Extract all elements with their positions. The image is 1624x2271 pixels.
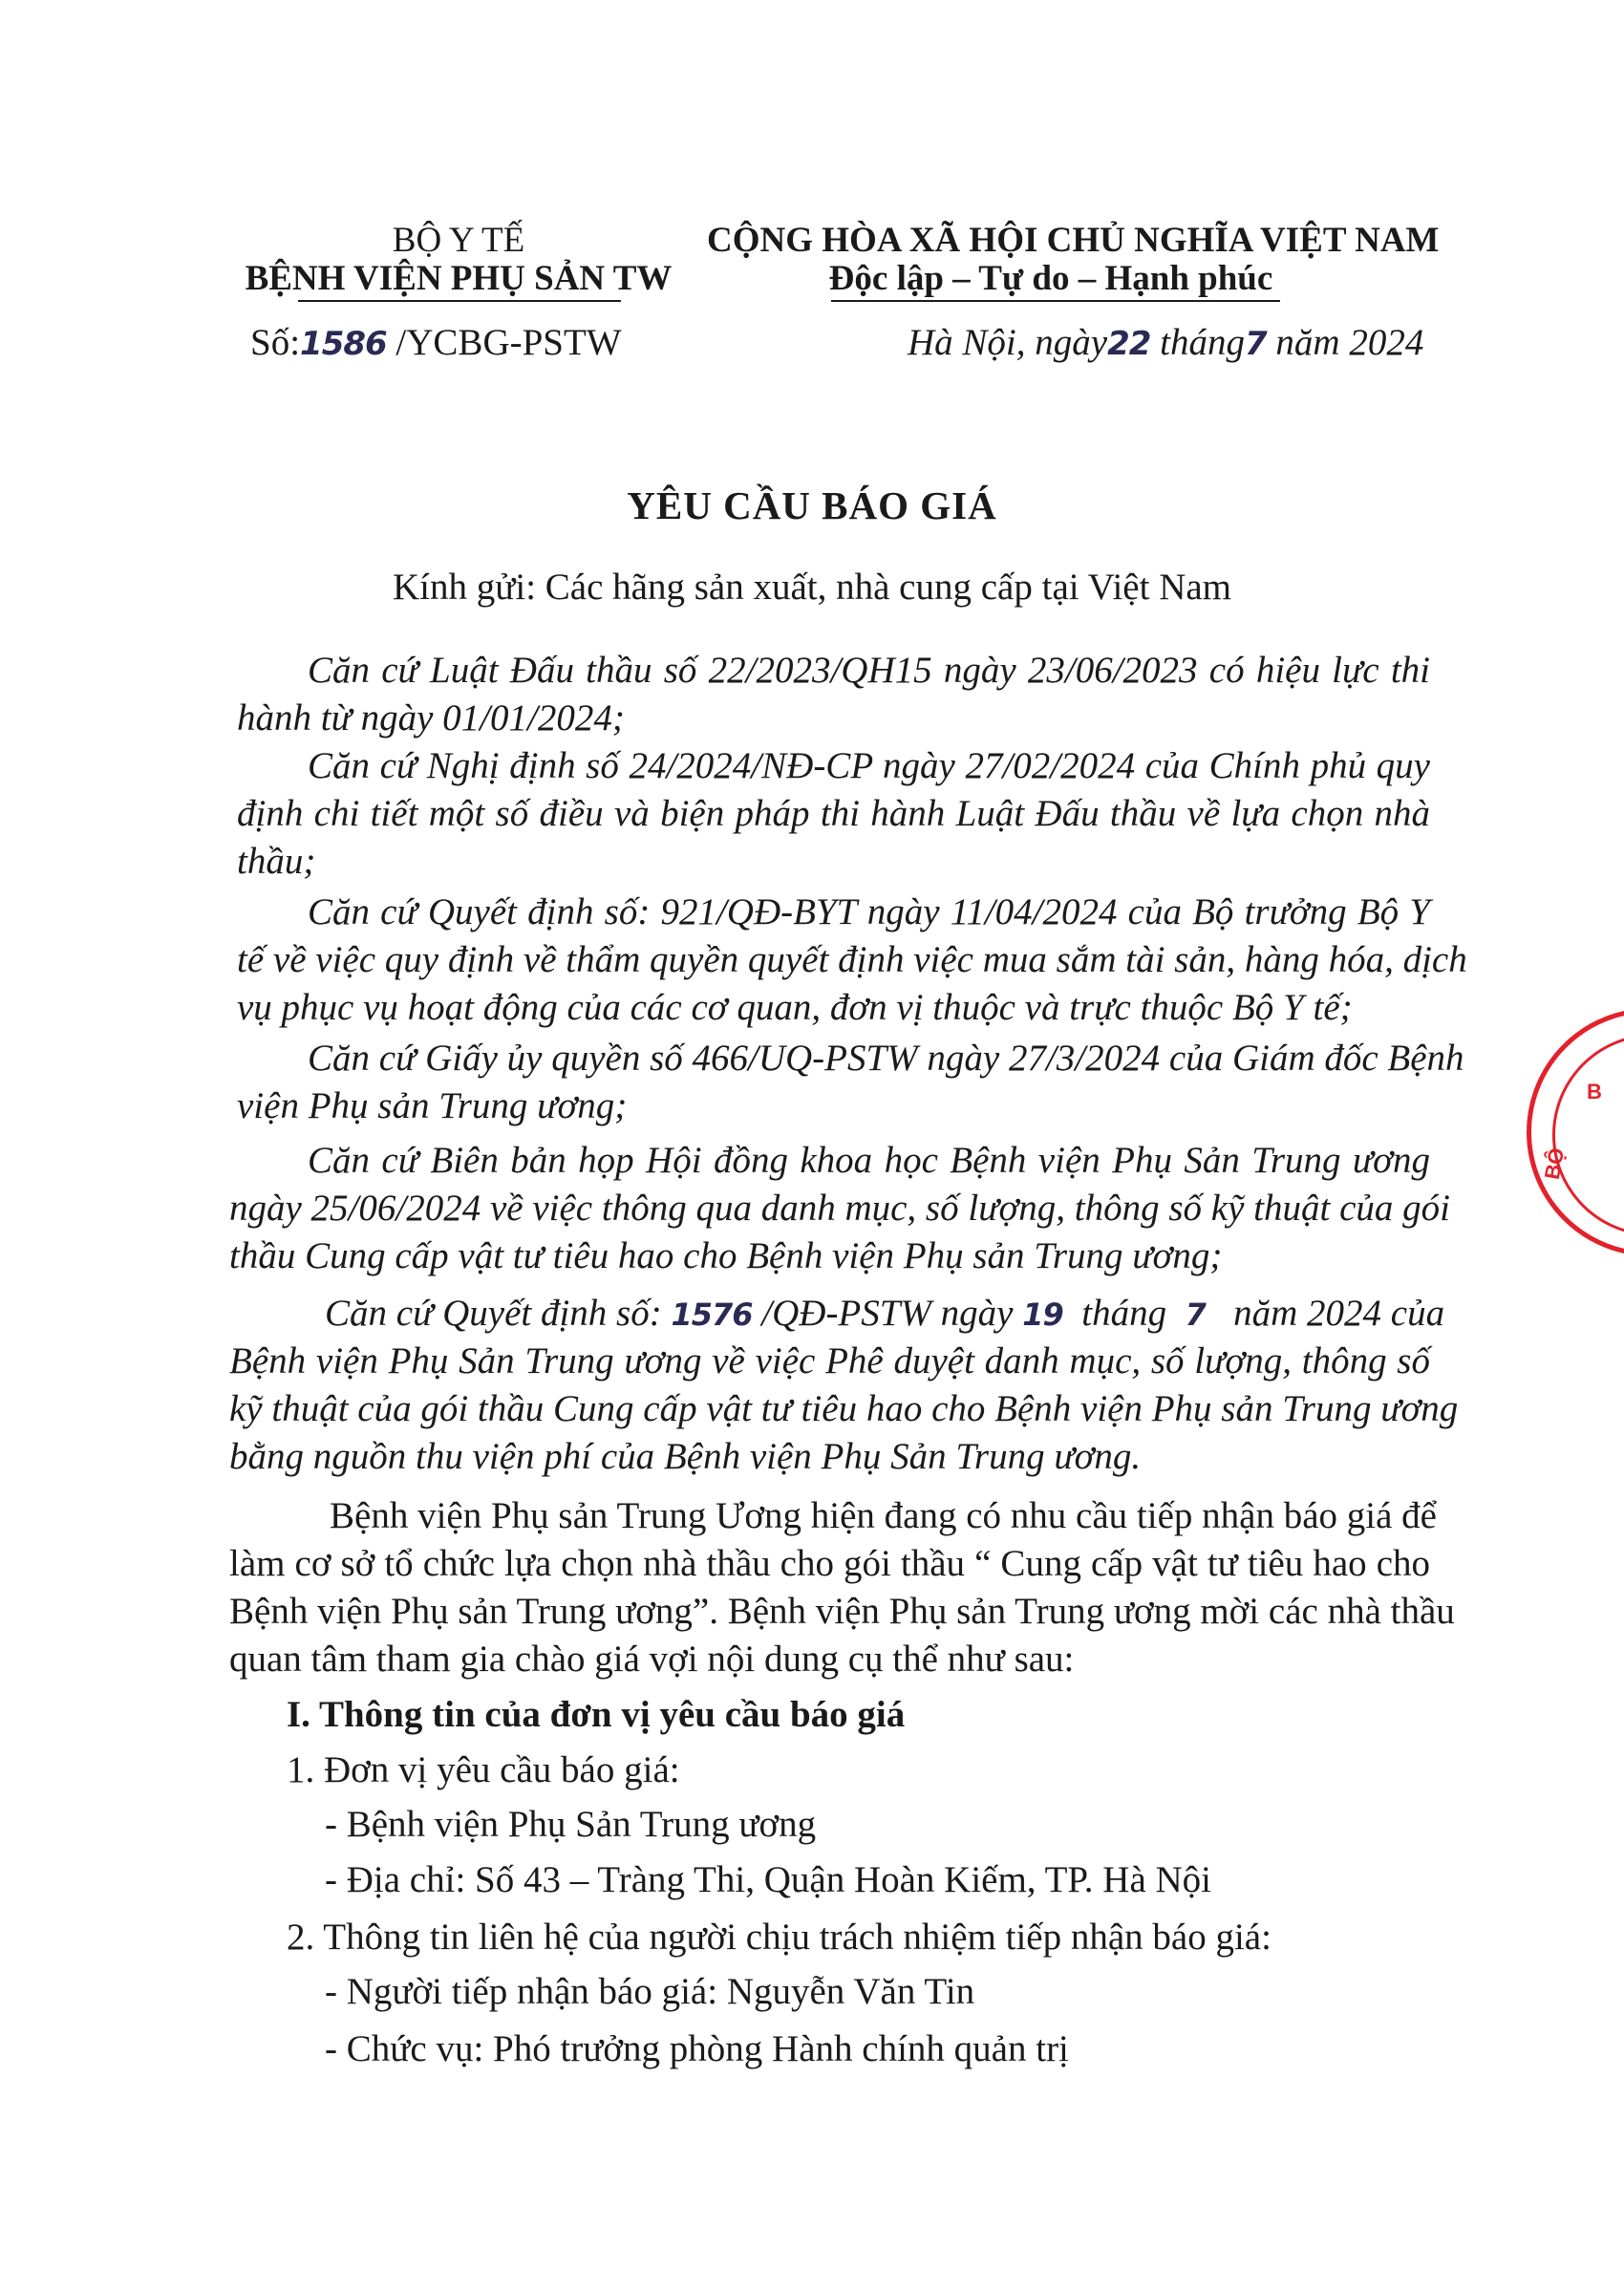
section-1-item-1: 1. Đơn vị yêu cầu báo giá: — [287, 1749, 680, 1790]
legal-basis-2-line-2: định chi tiết một số điều và biện pháp thi hành Luật Đấu thầu về lựa chọn nhà — [237, 793, 1430, 834]
document-number: Số:1586 /YCBG-PSTW — [250, 322, 622, 363]
decision-day-handwritten: 19 — [1022, 1296, 1063, 1333]
document-date: Hà Nội, ngày22 tháng7 năm 2024 — [908, 322, 1424, 363]
date-month-handwritten: 7 — [1245, 325, 1267, 363]
stamp-letter-left: BỘ — [1539, 1146, 1570, 1182]
motto-underline — [831, 300, 1280, 302]
decision-month-handwritten: 7 — [1185, 1296, 1206, 1333]
intro-line-4: quan tâm tham gia chào giá vợi nội dung cụ thể như sau: — [229, 1639, 1075, 1680]
legal-basis-3-line-1: Căn cứ Quyết định số: 921/QĐ-BYT ngày 11/04/2024 của Bộ trưởng Bộ Y — [308, 891, 1430, 932]
legal-basis-4-line-2: viện Phụ sản Trung ương; — [237, 1085, 628, 1126]
decision-number-handwritten: 1576 — [671, 1296, 753, 1333]
decision-line-2: Bệnh viện Phụ Sản Trung ương về việc Phê duyệt danh mục, số lượng, thông số — [229, 1340, 1430, 1382]
decision-line-4: bằng nguồn thu viện phí của Bệnh viện Phụ Sản Trung ương. — [229, 1436, 1142, 1477]
legal-basis-1-line-2: hành từ ngày 01/01/2024; — [237, 697, 625, 739]
section-1-item-1-hospital: - Bệnh viện Phụ Sản Trung ương — [325, 1804, 817, 1845]
stamp-letter-top: B — [1587, 1080, 1602, 1103]
section-1-item-2-receiver: - Người tiếp nhận báo giá: Nguyễn Văn Tin — [325, 1971, 975, 2012]
legal-basis-3-line-3: vụ phục vụ hoạt động của các cơ quan, đơn vị thuộc và trực thuộc Bộ Y tế; — [237, 987, 1353, 1028]
document-title: YÊU CẦU BÁO GIÁ — [627, 483, 997, 527]
ministry-name: BỘ Y TẾ — [392, 221, 525, 260]
legal-basis-4-line-1: Căn cứ Giấy ủy quyền số 466/UQ-PSTW ngày 27/3/2024 của Giám đốc Bệnh — [308, 1038, 1464, 1079]
national-motto: Độc lập – Tự do – Hạnh phúc — [828, 259, 1273, 298]
legal-basis-2-line-3: thầu; — [237, 841, 316, 882]
red-seal-inner-ring — [1552, 1034, 1624, 1236]
date-day-handwritten: 22 — [1107, 325, 1151, 363]
legal-basis-2-line-1: Căn cứ Nghị định số 24/2024/NĐ-CP ngày 27/02/2024 của Chính phủ quy — [308, 745, 1430, 786]
nation-name: CỘNG HÒA XÃ HỘI CHỦ NGHĨA VIỆT NAM — [707, 221, 1440, 260]
section-1-item-1-address: - Địa chỉ: Số 43 – Tràng Thi, Quận Hoàn Kiếm, TP. Hà Nội — [325, 1859, 1212, 1900]
legal-basis-5-line-1: Căn cứ Biên bản họp Hội đồng khoa học Bệnh viện Phụ Sản Trung ương — [308, 1140, 1430, 1181]
intro-line-3: Bệnh viện Phụ sản Trung ương”. Bệnh viện Phụ sản Trung ương mời các nhà thầu — [229, 1591, 1455, 1632]
decision-line-1: Căn cứ Quyết định số: 1576 /QĐ-PSTW ngày 19 tháng 7 năm 2024 của — [325, 1293, 1445, 1334]
hospital-name: BỆNH VIỆN PHỤ SẢN TW — [245, 259, 673, 298]
legal-basis-5-line-3: thầu Cung cấp vật tư tiêu hao cho Bệnh viện Phụ sản Trung ương; — [229, 1235, 1223, 1276]
legal-basis-5-line-2: ngày 25/06/2024 về việc thông qua danh mục, số lượng, thông số kỹ thuật của gói — [229, 1188, 1450, 1229]
document-number-handwritten: 1586 — [300, 325, 387, 363]
section-1-item-2: 2. Thông tin liên hệ của người chịu trách nhiệm tiếp nhận báo giá: — [287, 1917, 1271, 1958]
decision-line-3: kỹ thuật của gói thầu Cung cấp vật tư tiêu hao cho Bệnh viện Phụ sản Trung ương — [229, 1388, 1459, 1429]
section-1-item-2-position: - Chức vụ: Phó trưởng phòng Hành chính quản trị — [325, 2028, 1069, 2069]
intro-line-2: làm cơ sở tổ chức lựa chọn nhà thầu cho gói thầu “ Cung cấp vật tư tiêu hao cho — [229, 1543, 1430, 1584]
intro-line-1: Bệnh viện Phụ sản Trung Ương hiện đang có nhu cầu tiếp nhận báo giá để — [330, 1495, 1437, 1536]
red-seal-stamp — [1527, 1008, 1624, 1256]
legal-basis-1-line-1: Căn cứ Luật Đấu thầu số 22/2023/QH15 ngày 23/06/2023 có hiệu lực thi — [308, 650, 1430, 691]
recipient-line: Kính gửi: Các hãng sản xuất, nhà cung cấp tại Việt Nam — [392, 567, 1231, 608]
legal-basis-3-line-2: tế về việc quy định về thẩm quyền quyết định việc mua sắm tài sản, hàng hóa, dịch — [237, 939, 1467, 980]
section-1-heading: I. Thông tin của đơn vị yêu cầu báo giá — [287, 1694, 906, 1735]
hospital-underline — [298, 300, 621, 302]
